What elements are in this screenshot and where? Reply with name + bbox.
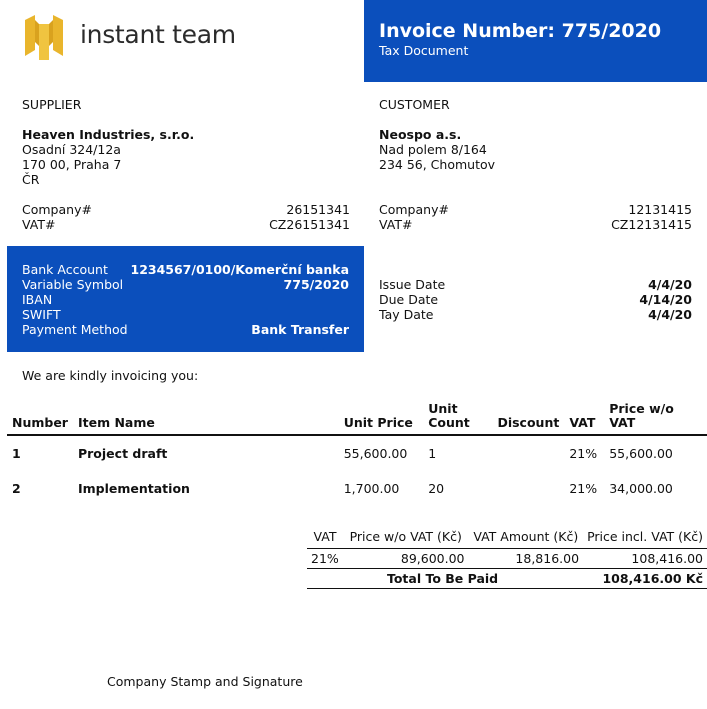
col-item-name: Item Name <box>73 400 339 435</box>
sum-col-vat: VAT <box>307 527 343 549</box>
total-label: Total To Be Paid <box>343 569 583 589</box>
col-vat: VAT <box>564 400 604 435</box>
sum-col-incl: Price incl. VAT (Kč) <box>583 527 707 549</box>
company-label: Company# <box>379 202 449 217</box>
sum-vat-amount: 18,816.00 <box>469 549 584 569</box>
col-unit-count: Unit Count <box>423 400 492 435</box>
items-table <box>7 400 707 506</box>
issue-date-label: Issue Date <box>379 277 446 292</box>
invoice-title: Invoice Number: 775/2020 <box>379 20 662 42</box>
item-unit-price: 55,600.00 <box>343 446 408 461</box>
items-header-row <box>7 400 707 435</box>
payment-method-value: Bank Transfer <box>251 322 349 337</box>
dates-block <box>379 277 692 322</box>
col-price: Price w/o VAT <box>604 400 707 435</box>
bank-account-value: 1234567/0100/Komerční banka <box>130 262 349 277</box>
customer-block <box>379 127 692 172</box>
vat-label: VAT# <box>379 217 413 232</box>
item-discount <box>492 471 564 506</box>
col-unit-price: Unit Price <box>339 400 424 435</box>
item-price: 55,600.00 <box>609 446 673 461</box>
sum-incl: 108,416.00 <box>583 549 707 569</box>
supplier-address-line: ČR <box>22 172 40 187</box>
customer-heading: CUSTOMER <box>379 97 450 112</box>
item-vat: 21% <box>569 446 598 461</box>
payment-box <box>7 246 364 352</box>
supplier-address-line: Osadní 324/12a <box>22 142 121 157</box>
swift-label: SWIFT <box>22 307 61 322</box>
intro-text: We are kindly invoicing you: <box>22 368 199 383</box>
company-value: 26151341 <box>286 202 350 217</box>
item-unit-count: 20 <box>428 481 445 496</box>
iban-label: IBAN <box>22 292 53 307</box>
sum-col-vat-amount: VAT Amount (Kč) <box>469 527 584 549</box>
due-date-label: Due Date <box>379 292 439 307</box>
sum-vat: 21% <box>307 549 343 569</box>
invoice-header <box>364 0 707 82</box>
sum-col-price: Price w/o VAT (Kč) <box>343 527 469 549</box>
payment-method-label: Payment Method <box>22 322 128 337</box>
variable-symbol-label: Variable Symbol <box>22 277 124 292</box>
item-number: 1 <box>12 446 21 461</box>
supplier-block <box>22 127 350 187</box>
item-name: Project draft <box>77 446 168 461</box>
summary-row <box>307 549 707 569</box>
stamp-signature-label: Company Stamp and Signature <box>107 674 303 689</box>
item-unit-count: 1 <box>428 446 437 461</box>
customer-name: Neospo a.s. <box>379 127 462 142</box>
table-row <box>7 471 707 506</box>
tay-date-label: Tay Date <box>379 307 434 322</box>
variable-symbol-value: 775/2020 <box>283 277 349 292</box>
item-unit-price: 1,700.00 <box>343 481 400 496</box>
total-row <box>307 569 707 589</box>
vat-label: VAT# <box>22 217 56 232</box>
company-value: 12131415 <box>628 202 692 217</box>
customer-address-line: Nad polem 8/164 <box>379 142 487 157</box>
vat-summary-table <box>307 527 707 589</box>
supplier-ids <box>22 202 350 232</box>
total-value: 108,416.00 Kč <box>583 569 707 589</box>
customer-address-line: 234 56, Chomutov <box>379 157 496 172</box>
supplier-address-line: 170 00, Praha 7 <box>22 157 122 172</box>
table-row <box>7 435 707 471</box>
bank-account-label: Bank Account <box>22 262 108 277</box>
item-name: Implementation <box>77 481 190 496</box>
col-number: Number <box>7 400 73 435</box>
vat-value: CZ12131415 <box>611 217 692 232</box>
vat-value: CZ26151341 <box>269 217 350 232</box>
col-discount: Discount <box>492 400 564 435</box>
item-price: 34,000.00 <box>609 481 673 496</box>
tay-date-value: 4/4/20 <box>648 307 692 322</box>
summary-header-row <box>307 527 707 549</box>
issue-date-value: 4/4/20 <box>648 277 692 292</box>
sum-price: 89,600.00 <box>343 549 469 569</box>
item-discount <box>492 435 564 471</box>
invoice-subtitle: Tax Document <box>379 43 469 58</box>
customer-ids <box>379 202 692 232</box>
item-number: 2 <box>12 481 21 496</box>
supplier-heading: SUPPLIER <box>22 97 82 112</box>
brand-name: instant team <box>80 20 236 49</box>
due-date-value: 4/14/20 <box>639 292 692 307</box>
supplier-name: Heaven Industries, s.r.o. <box>22 127 195 142</box>
company-label: Company# <box>22 202 92 217</box>
item-vat: 21% <box>569 481 598 496</box>
